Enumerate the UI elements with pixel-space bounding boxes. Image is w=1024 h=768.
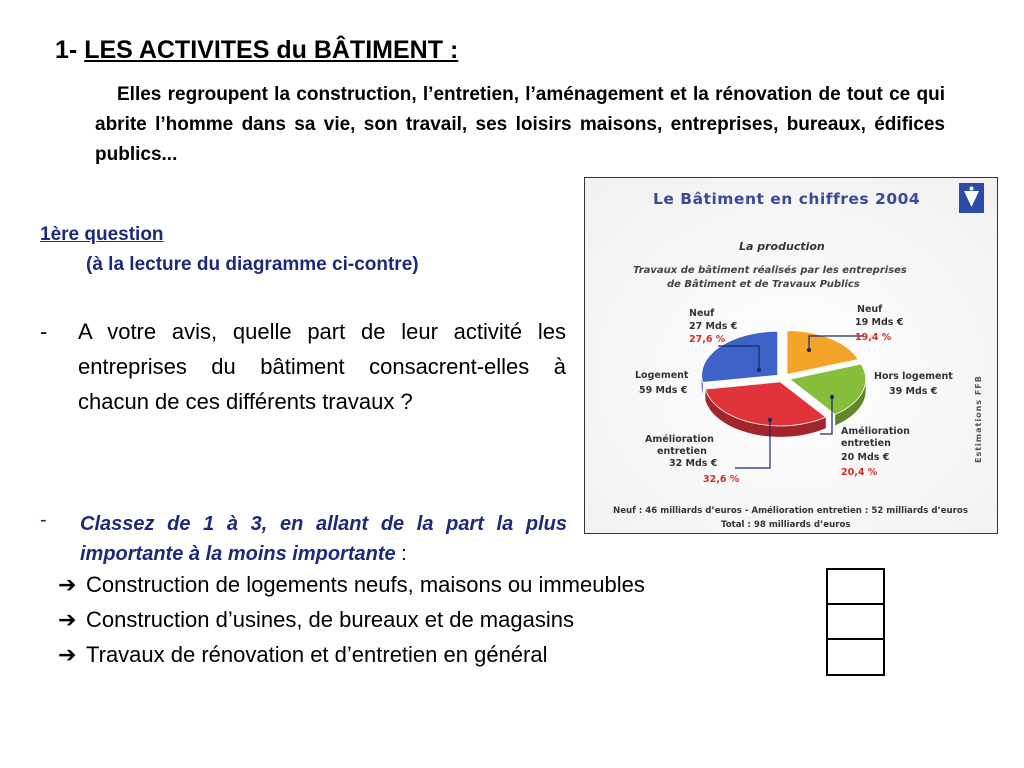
question-title: 1ère question [40,224,164,245]
arrow-right-icon: ➔ [58,607,77,632]
section-number: 1- [55,36,85,64]
intro-text: Elles regroupent la construction, l’entretien, l’aménagement et la rénovation de tout ce qui abrite l’homme dans sa vie, son travail, ses loisirs maisons, entreprises, bureaux, édifices publics... [95,84,945,165]
label-amel-right-percent: 20,4 % [841,467,878,478]
label-logement: Logement [635,370,689,381]
bullet-dash: - [40,509,47,531]
bullet-dash: - [40,319,48,344]
chart-header: Le Bâtiment en chiffres 2004 [653,190,921,208]
bullet-instruction [80,509,567,569]
rank-box[interactable] [826,568,885,603]
question-subtitle: (à la lecture du diagramme ci-contre) [86,254,419,275]
label-amel-left-amount: 32 Mds € [669,458,718,469]
chart-title: La production [739,240,825,253]
label-neuf-right: Neuf [857,304,883,315]
bullet-question-text: A votre avis, quelle part de leur activité les entreprises du bâtiment consacrent-elles à chacun de ces différents travaux ? [78,319,566,414]
section-title [55,36,458,65]
chart-footer-line: Total : 98 milliards d’euros [721,520,851,530]
ffb-logo-icon [959,183,984,213]
ranking-boxes [826,568,883,676]
label-logement-amount: 59 Mds € [639,385,688,396]
label-neuf-left-percent: 27,6 % [689,334,726,345]
rank-box[interactable] [826,603,885,638]
label-hors-logement: Hors logement [874,371,953,382]
ranking-item [58,602,645,637]
bullet-instruction-text: Classez de 1 à 3, en allant de la part la plus importante à la moins importante [80,513,567,565]
arrow-right-icon: ➔ [58,642,77,667]
ranking-item [58,637,645,672]
pie-chart-figure [584,177,998,534]
section-heading-colon: : [449,36,459,64]
label-amel-right: Amélioration [841,426,910,437]
ranking-item [58,567,645,602]
label-neuf-right-percent: 19,4 % [855,332,892,343]
label-neuf-left: Neuf [689,308,715,319]
arrow-right-icon: ➔ [58,572,77,597]
label-neuf-right-amount: 19 Mds € [855,317,904,328]
label-amel-right-amount: 20 Mds € [841,452,890,463]
label-amel-right-2: entretien [841,438,891,449]
ranking-item-label: Construction de logements neufs, maisons ou immeubles [86,572,645,597]
bullet-instruction-colon: : [395,543,407,565]
pie-chart [585,178,997,533]
section-heading: LES ACTIVITES du BÂTIMENT [84,36,450,64]
rank-box[interactable] [826,638,885,676]
ranking-item-label: Construction d’usines, de bureaux et de magasins [86,607,574,632]
chart-subtitle-line: Travaux de bâtiment réalisés par les entreprises [633,265,907,276]
label-hors-logement-amount: 39 Mds € [889,386,938,397]
label-amel-left-percent: 32,6 % [703,474,740,485]
intro-paragraph [95,80,945,170]
label-amel-left: Amélioration [645,434,714,445]
ranking-item-label: Travaux de rénovation et d’entretien en général [86,642,548,667]
label-amel-left-2: entretien [657,446,707,457]
chart-source: Estimations FFB [974,375,983,463]
label-neuf-left-amount: 27 Mds € [689,321,738,332]
chart-subtitle-line: de Bâtiment et de Travaux Publics [667,279,860,290]
chart-footer-line: Neuf : 46 milliards d’euros - Amélioration entretien : 52 milliards d’euros [613,506,968,516]
ranking-items [58,567,645,672]
